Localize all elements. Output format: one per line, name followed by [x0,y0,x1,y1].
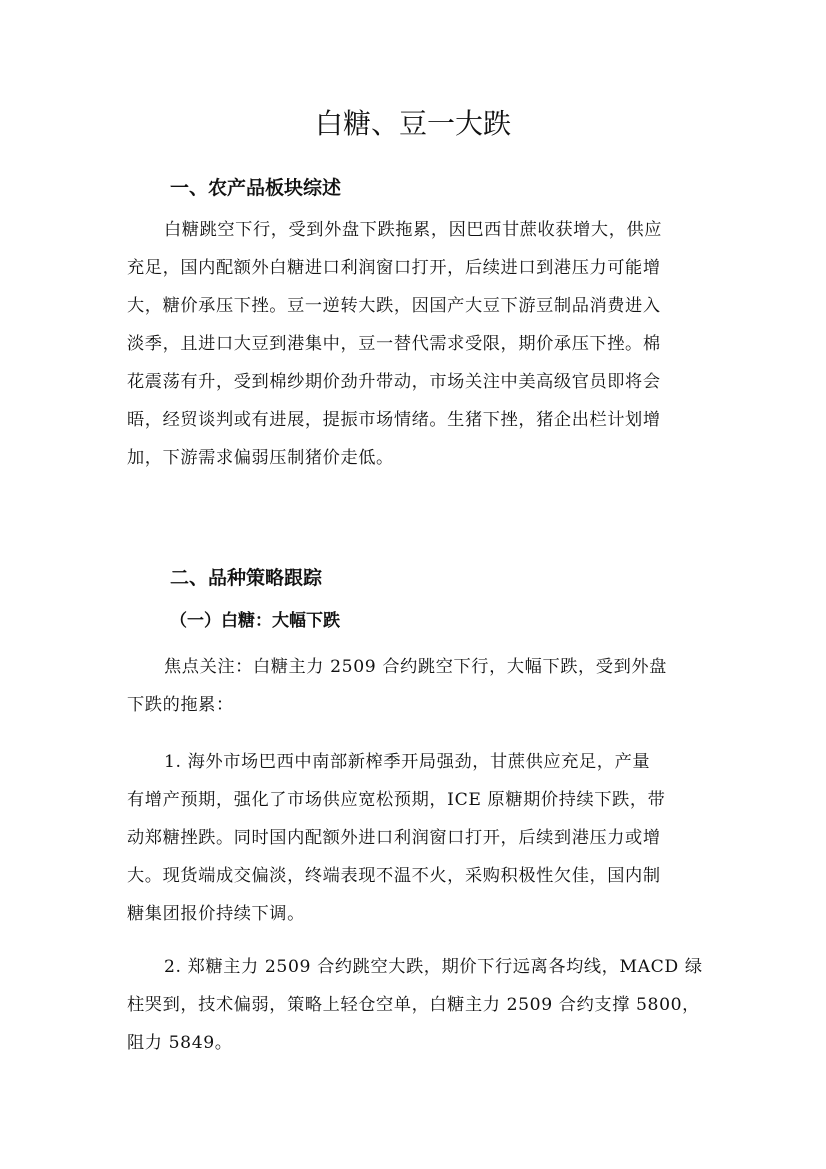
paragraph-line: 加，下游需求偏弱压制猪价走低。 [127,448,394,468]
document-title: 白糖、豆一大跌 [314,107,511,140]
paragraph-line: 柱哭到，技术偏弱，策略上轻仓空单，白糖主力 2509 合约支撑 5800， [127,995,700,1015]
subsection-heading-sugar: （一）白糖：大幅下跌 [170,611,340,631]
paragraph-line: 充足，国内配额外白糖进口利润窗口打开，后续进口到港压力可能增 [127,258,661,278]
paragraph-line: 阻力 5849。 [127,1033,233,1053]
paragraph-line: 大，糖价承压下挫。豆一逆转大跌，因国产大豆下游豆制品消费进入 [127,296,661,316]
paragraph-line: 焦点关注：白糖主力 2509 合约跳空下行，大幅下跌，受到外盘 [164,657,667,677]
paragraph-line: 2. 郑糖主力 2509 合约跳空大跌，期价下行远离各均线，MACD 绿 [164,957,703,977]
paragraph-line: 糖集团报价持续下调。 [127,904,305,924]
paragraph-line: 1. 海外市场巴西中南部新榨季开局强劲，甘蔗供应充足，产量 [164,752,651,772]
focus-paragraph [127,648,705,724]
point-1-paragraph [127,743,705,933]
section-heading-overview: 一、农产品板块综述 [170,177,342,199]
point-2-paragraph [127,948,705,1062]
paragraph-line: 下跌的拖累： [127,695,234,715]
paragraph-line: 花震荡有升，受到棉纱期价劲升带动，市场关注中美高级官员即将会 [127,372,661,392]
paragraph-line: 有增产预期，强化了市场供应宽松预期，ICE 原糖期价持续下跌，带 [127,790,666,810]
overview-paragraph [127,211,705,477]
paragraph-line: 大。现货端成交偏淡，终端表现不温不火，采购积极性欠佳，国内制 [127,866,661,886]
section-heading-strategy: 二、品种策略跟踪 [170,567,323,589]
paragraph-line: 淡季，且进口大豆到港集中，豆一替代需求受限，期价承压下挫。棉 [127,334,661,354]
paragraph-line: 动郑糖挫跌。同时国内配额外进口利润窗口打开，后续到港压力或增 [127,828,661,848]
paragraph-line: 晤，经贸谈判或有进展，提振市场情绪。生猪下挫，猪企出栏计划增 [127,410,661,430]
paragraph-line: 白糖跳空下行，受到外盘下跌拖累，因巴西甘蔗收获增大，供应 [164,220,663,240]
